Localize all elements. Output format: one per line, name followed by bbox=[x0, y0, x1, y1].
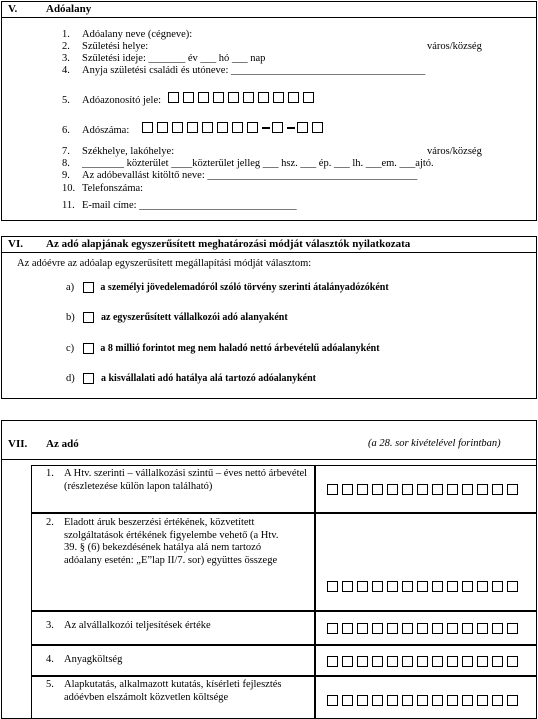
s5-item-name: Adóalany neve (cégneve): bbox=[82, 29, 193, 40]
digit-box[interactable] bbox=[507, 484, 518, 495]
digit-box[interactable] bbox=[447, 623, 458, 634]
digit-box[interactable] bbox=[357, 695, 368, 706]
digit-box[interactable] bbox=[228, 92, 239, 103]
digit-box[interactable] bbox=[258, 92, 269, 103]
digit-box[interactable] bbox=[402, 623, 413, 634]
digit-box[interactable] bbox=[157, 122, 168, 133]
s5-item-num: 6. bbox=[62, 125, 70, 136]
digit-box[interactable] bbox=[492, 581, 503, 592]
digit-box[interactable] bbox=[327, 656, 338, 667]
section-vii-title: Az adó bbox=[46, 438, 79, 450]
digit-box[interactable] bbox=[447, 581, 458, 592]
s5-item-num: 11. bbox=[62, 200, 75, 211]
digit-box[interactable] bbox=[342, 656, 353, 667]
digit-box[interactable] bbox=[327, 695, 338, 706]
row-label: Anyagköltség bbox=[64, 654, 123, 665]
digit-box[interactable] bbox=[327, 484, 338, 495]
digit-box[interactable] bbox=[142, 122, 153, 133]
s5-item-tax-id-label: Adóazonosító jele: bbox=[82, 95, 162, 106]
digit-box[interactable] bbox=[312, 122, 323, 133]
digit-box[interactable] bbox=[202, 122, 213, 133]
option-c[interactable] bbox=[66, 343, 380, 354]
section-v-header-rule bbox=[1, 17, 537, 18]
section-vi-title: Az adó alapjának egyszerűsített meghatározási módját választók nyilatkozata bbox=[46, 238, 411, 250]
digit-box[interactable] bbox=[432, 623, 443, 634]
digit-box[interactable] bbox=[462, 484, 473, 495]
digit-box[interactable] bbox=[342, 695, 353, 706]
digit-box[interactable] bbox=[372, 484, 383, 495]
section-vi-header-rule bbox=[1, 252, 537, 253]
option-checkbox[interactable] bbox=[83, 343, 94, 354]
digit-box[interactable] bbox=[492, 656, 503, 667]
digit-box[interactable] bbox=[183, 92, 194, 103]
option-d[interactable] bbox=[66, 373, 316, 384]
digit-box[interactable] bbox=[417, 695, 428, 706]
s5-item-num: 1. bbox=[62, 29, 70, 40]
s5-item-tax-number-label: Adószáma: bbox=[82, 125, 130, 136]
digit-box[interactable] bbox=[172, 122, 183, 133]
digit-box[interactable] bbox=[357, 623, 368, 634]
digit-box[interactable] bbox=[357, 656, 368, 667]
digit-box[interactable] bbox=[387, 623, 398, 634]
s5-item-address: ________ közterület ____közterület jelleg ___ hsz. ___ ép. ___ lh. ___em. ___ajtó. bbox=[82, 158, 434, 169]
digit-box[interactable] bbox=[232, 122, 243, 133]
digit-box[interactable] bbox=[507, 656, 518, 667]
section-vii-note: (a 28. sor kivételével forintban) bbox=[368, 438, 501, 449]
digit-box[interactable] bbox=[402, 695, 413, 706]
digit-box[interactable] bbox=[372, 623, 383, 634]
digit-box[interactable] bbox=[477, 581, 488, 592]
digit-box[interactable] bbox=[477, 695, 488, 706]
digit-box[interactable] bbox=[432, 656, 443, 667]
separator-dash bbox=[262, 127, 270, 129]
digit-box[interactable] bbox=[387, 695, 398, 706]
digit-box[interactable] bbox=[342, 484, 353, 495]
digit-box[interactable] bbox=[477, 484, 488, 495]
s5-item-num: 3. bbox=[62, 53, 70, 64]
option-letter: c) bbox=[66, 343, 75, 354]
digit-box[interactable] bbox=[462, 656, 473, 667]
s5-item-filler-name: Az adóbevallást kitöltő neve: ________________________________________ bbox=[82, 170, 418, 181]
digit-box[interactable] bbox=[417, 656, 428, 667]
digit-box[interactable] bbox=[477, 656, 488, 667]
amount-boxes[interactable] bbox=[327, 581, 522, 592]
option-label: az egyszerűsített vállalkozói adó alanyaként bbox=[101, 312, 288, 323]
s5-item-mother-name: Anyja születési családi és utóneve: _____________________________________ bbox=[82, 65, 426, 76]
digit-box[interactable] bbox=[273, 92, 284, 103]
s5-item-num: 9. bbox=[62, 170, 70, 181]
digit-box[interactable] bbox=[507, 623, 518, 634]
s5-seat-unit: város/község bbox=[427, 146, 482, 157]
s5-item-email: E-mail címe: ______________________________ bbox=[82, 200, 297, 211]
digit-box[interactable] bbox=[492, 695, 503, 706]
option-b[interactable] bbox=[66, 312, 288, 323]
digit-box[interactable] bbox=[342, 581, 353, 592]
digit-box[interactable] bbox=[387, 484, 398, 495]
option-label: a kisvállalati adó hatálya alá tartozó adóalanyként bbox=[101, 373, 317, 384]
digit-box[interactable] bbox=[198, 92, 209, 103]
digit-box[interactable] bbox=[303, 92, 314, 103]
s5-item-seat: Székhelye, lakóhelye: bbox=[82, 146, 175, 157]
digit-box[interactable] bbox=[297, 122, 308, 133]
option-letter: d) bbox=[66, 373, 75, 384]
digit-box[interactable] bbox=[432, 484, 443, 495]
digit-box[interactable] bbox=[447, 695, 458, 706]
digit-box[interactable] bbox=[492, 484, 503, 495]
digit-box[interactable] bbox=[357, 484, 368, 495]
digit-box[interactable] bbox=[372, 581, 383, 592]
section-v-roman: V. bbox=[8, 3, 18, 15]
amount-boxes[interactable] bbox=[327, 695, 522, 706]
option-checkbox[interactable] bbox=[83, 373, 94, 384]
row-num: 3. bbox=[46, 620, 54, 631]
value-cell bbox=[315, 513, 537, 611]
digit-box[interactable] bbox=[462, 623, 473, 634]
digit-box[interactable] bbox=[387, 581, 398, 592]
digit-box[interactable] bbox=[217, 122, 228, 133]
section-vii-roman: VII. bbox=[8, 438, 28, 450]
digit-box[interactable] bbox=[187, 122, 198, 133]
digit-box[interactable] bbox=[387, 656, 398, 667]
section-v-title: Adóalany bbox=[46, 3, 92, 15]
tax-number-boxes[interactable] bbox=[142, 122, 327, 133]
row-num: 5. bbox=[46, 679, 54, 690]
separator-dash bbox=[287, 127, 295, 129]
tax-id-boxes[interactable] bbox=[168, 92, 318, 103]
digit-box[interactable] bbox=[507, 581, 518, 592]
option-label: a személyi jövedelemadóról szóló törvény szerinti átalányadózóként bbox=[100, 282, 389, 293]
row-label: Eladott áruk beszerzési értékének, közvetített szolgáltatások értékének figyelembe vehető (a Htv. 39. § (6) bekezdésének hatálya alá nem tartozó adóalany esetén: „E”lap II/7. sor) együttes összege bbox=[64, 517, 279, 566]
digit-box[interactable] bbox=[417, 623, 428, 634]
digit-box[interactable] bbox=[327, 623, 338, 634]
digit-box[interactable] bbox=[168, 92, 179, 103]
digit-box[interactable] bbox=[462, 581, 473, 592]
digit-box[interactable] bbox=[247, 122, 258, 133]
digit-box[interactable] bbox=[288, 92, 299, 103]
s5-item-num: 4. bbox=[62, 65, 70, 76]
option-checkbox[interactable] bbox=[83, 282, 94, 293]
digit-box[interactable] bbox=[492, 623, 503, 634]
option-letter: a) bbox=[66, 282, 75, 293]
option-checkbox[interactable] bbox=[83, 312, 94, 323]
digit-box[interactable] bbox=[213, 92, 224, 103]
option-label: a 8 millió forintot meg nem haladó nettó árbevételű adóalanyként bbox=[100, 343, 380, 354]
digit-box[interactable] bbox=[417, 484, 428, 495]
s5-item-num: 8. bbox=[62, 158, 70, 169]
digit-box[interactable] bbox=[243, 92, 254, 103]
row-label: A Htv. szerinti – vállalkozási szintű – éves nettó árbevétel (részletezése külön lapon található) bbox=[64, 468, 308, 492]
row-label: Az alvállalkozói teljesítések értéke bbox=[64, 620, 211, 631]
digit-box[interactable] bbox=[372, 656, 383, 667]
amount-boxes[interactable] bbox=[327, 623, 522, 634]
digit-box[interactable] bbox=[507, 695, 518, 706]
digit-box[interactable] bbox=[372, 695, 383, 706]
digit-box[interactable] bbox=[447, 656, 458, 667]
digit-box[interactable] bbox=[477, 623, 488, 634]
s5-item-num: 7. bbox=[62, 146, 70, 157]
section-vi-roman: VI. bbox=[8, 238, 23, 250]
option-letter: b) bbox=[66, 312, 75, 323]
s5-item-num: 2. bbox=[62, 41, 70, 52]
s5-item-birthdate: Születési ideje: _______ év ___ hó ___ nap bbox=[82, 53, 266, 64]
s5-item-phone: Telefonszáma: bbox=[82, 183, 144, 194]
amount-boxes[interactable] bbox=[327, 656, 522, 667]
digit-box[interactable] bbox=[402, 581, 413, 592]
s5-item-num: 5. bbox=[62, 95, 70, 106]
digit-box[interactable] bbox=[432, 581, 443, 592]
digit-box[interactable] bbox=[462, 695, 473, 706]
digit-box[interactable] bbox=[272, 122, 283, 133]
s5-birthplace-unit: város/község bbox=[427, 41, 482, 52]
row-num: 1. bbox=[46, 468, 54, 479]
s5-item-num: 10. bbox=[62, 183, 76, 194]
digit-box[interactable] bbox=[402, 484, 413, 495]
amount-boxes[interactable] bbox=[327, 484, 522, 495]
digit-box[interactable] bbox=[327, 581, 338, 592]
section-vi-intro: Az adóévre az adóalap egyszerűsített megállapítási módját választom: bbox=[17, 258, 312, 269]
digit-box[interactable] bbox=[447, 484, 458, 495]
digit-box[interactable] bbox=[432, 695, 443, 706]
s5-item-birthplace: Születési helye: bbox=[82, 41, 149, 52]
digit-box[interactable] bbox=[357, 581, 368, 592]
row-num: 2. bbox=[46, 517, 54, 528]
section-vii-header-rule bbox=[1, 459, 537, 460]
option-a[interactable] bbox=[66, 282, 389, 293]
row-label: Alapkutatás, alkalmazott kutatás, kísérleti fejlesztés adóévben elszámolt közvetlen költsége bbox=[64, 679, 282, 703]
row-num: 4. bbox=[46, 654, 54, 665]
digit-box[interactable] bbox=[342, 623, 353, 634]
digit-box[interactable] bbox=[417, 581, 428, 592]
digit-box[interactable] bbox=[402, 656, 413, 667]
